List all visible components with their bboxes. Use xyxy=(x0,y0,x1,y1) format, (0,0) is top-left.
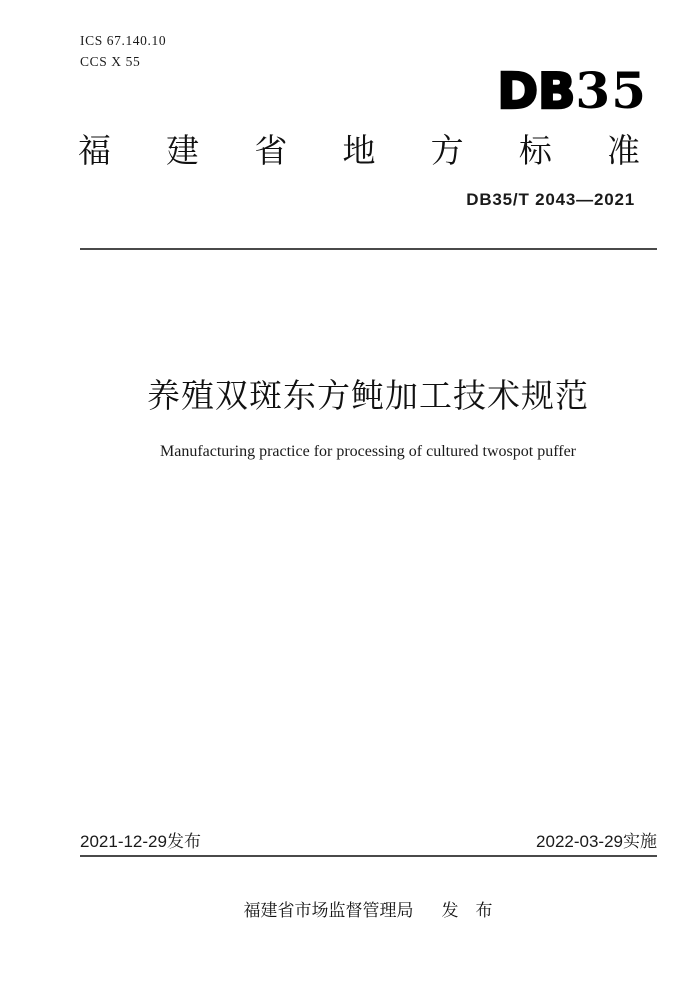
db35-logo-number: 35 xyxy=(575,61,647,120)
header-divider-rule xyxy=(80,248,657,250)
ccs-code: CCS X 55 xyxy=(80,54,141,69)
publish-action-label: 发 布 xyxy=(441,901,493,920)
implement-date-line xyxy=(536,832,657,852)
standard-category-title: 福建省地方标准 xyxy=(78,132,640,169)
implement-label: 实施 xyxy=(623,832,657,851)
classification-codes xyxy=(80,30,166,72)
db35-logo xyxy=(497,61,647,120)
dates-row xyxy=(80,832,657,857)
publisher-name: 福建省市场监督管理局 xyxy=(243,901,414,920)
implement-date: 2022-03-29 xyxy=(536,832,623,851)
issue-label: 发布 xyxy=(166,832,201,851)
publisher-row xyxy=(81,900,655,922)
document-title-english: Manufacturing practice for processing of cultured twospot puffer xyxy=(159,443,576,460)
document-title-chinese: 养殖双斑东方鲀加工技术规范 xyxy=(147,377,589,414)
issue-date-line xyxy=(80,832,201,852)
issue-date: 2021-12-29 xyxy=(80,832,167,851)
db35-logo-prefix: DB xyxy=(497,63,576,120)
ics-code: ICS 67.140.10 xyxy=(80,33,167,48)
standard-number: DB35/T 2043—2021 xyxy=(466,190,635,209)
